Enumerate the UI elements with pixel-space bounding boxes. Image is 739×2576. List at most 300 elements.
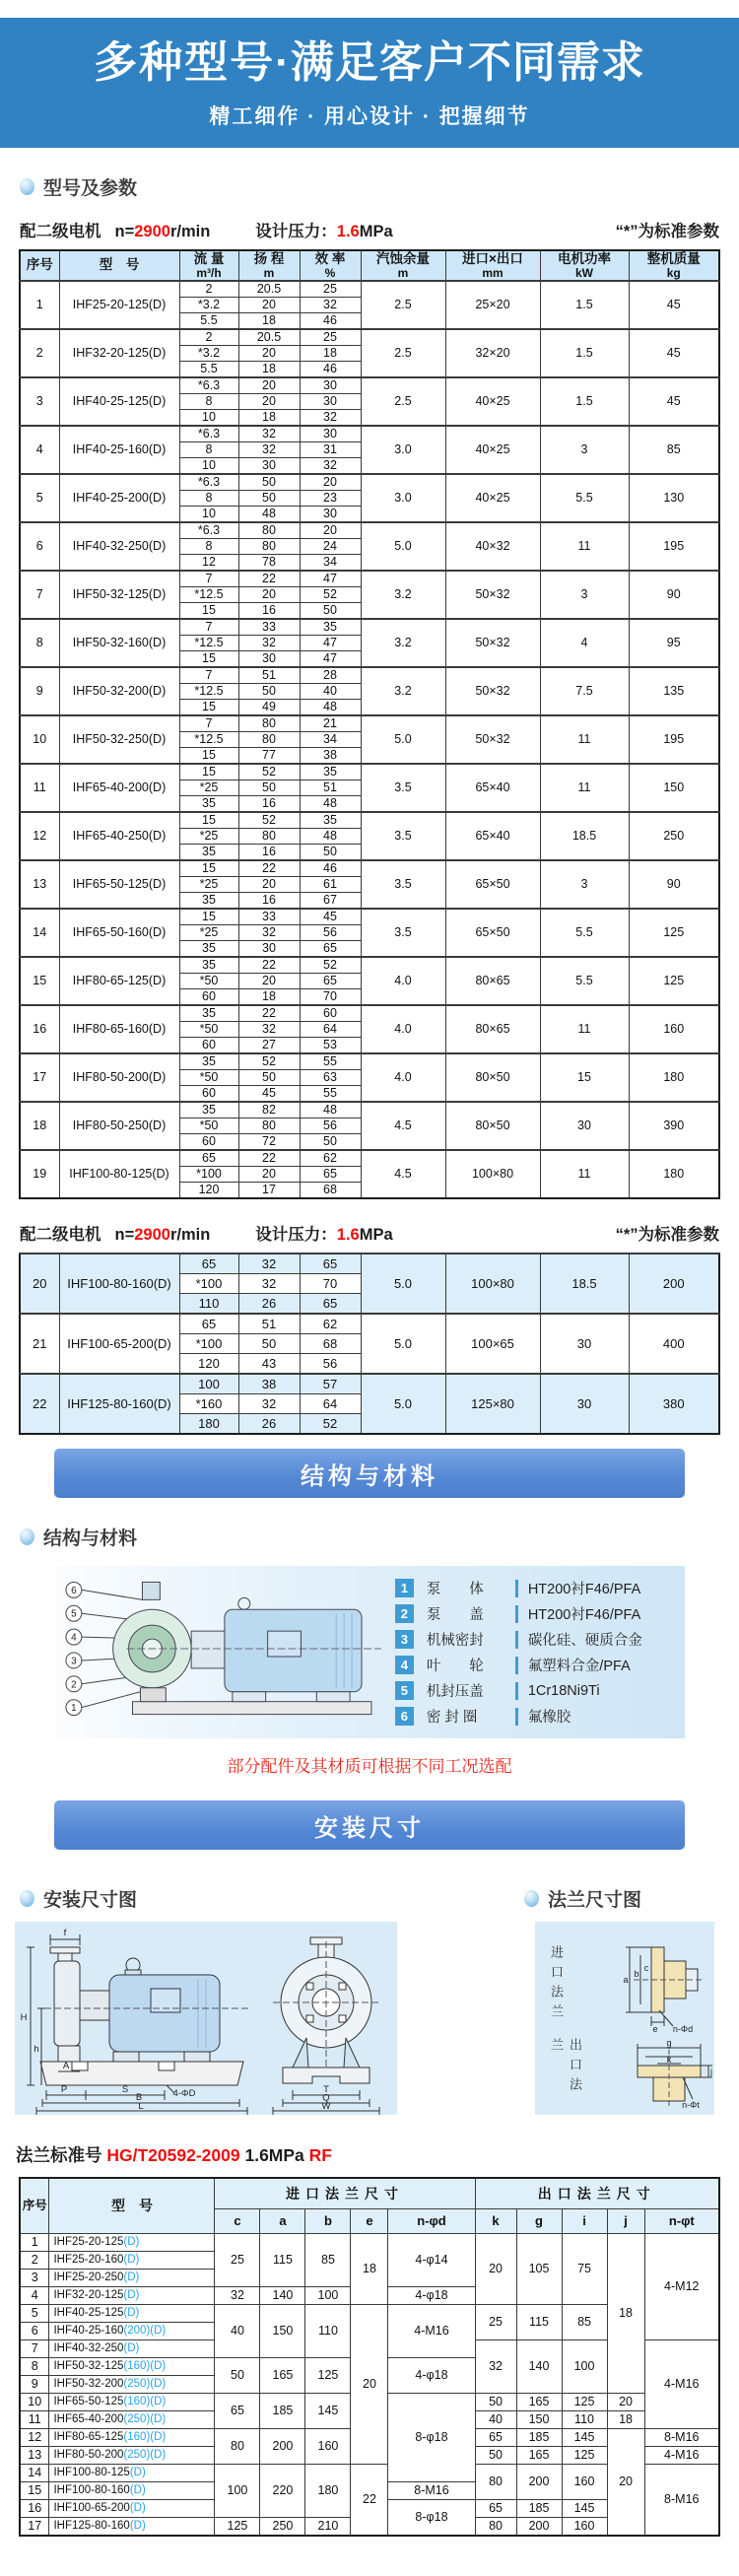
outlet-flange-label: 出口法兰 — [549, 2038, 582, 2097]
cell-j: 18 — [607, 2411, 644, 2429]
cell-flow: 2 — [179, 281, 238, 298]
cell-head: 80 — [238, 539, 300, 555]
section-params-title: 型号及参数 — [43, 178, 138, 199]
cell-flow: 7 — [179, 571, 238, 587]
cell-weight: 180 — [629, 1150, 719, 1198]
cell-nd: 8-φ18 — [388, 2500, 475, 2537]
cell-weight: 195 — [629, 522, 719, 571]
cell-efficiency: 52 — [300, 957, 361, 974]
cell-ports: 65×40 — [445, 812, 540, 860]
svg-text:6: 6 — [71, 1585, 77, 1596]
cell-head: 26 — [238, 1414, 300, 1435]
cell-flow: *12.5 — [179, 732, 238, 748]
cell-flow: *100 — [179, 1274, 238, 1294]
cell-k: 65 — [475, 2500, 516, 2518]
model-variant-text: (D) — [123, 2289, 140, 2302]
cell-g: 150 — [516, 2411, 562, 2429]
cell-efficiency: 24 — [300, 539, 361, 555]
cell-flow: 65 — [179, 1314, 238, 1334]
cell-efficiency: 38 — [300, 748, 361, 765]
cell-k: 40 — [475, 2411, 516, 2429]
model-variant-text: (160)(D) — [123, 2431, 167, 2444]
cell-head: 18 — [238, 989, 300, 1006]
cell-c: 25 — [215, 2234, 260, 2287]
cell-index: 9 — [20, 667, 59, 715]
cell-index: 12 — [20, 812, 59, 860]
cell-efficiency: 50 — [300, 603, 361, 620]
cell-efficiency: 56 — [300, 1119, 361, 1134]
cell-power: 18.5 — [540, 1254, 629, 1314]
pressure-unit: MPa — [359, 223, 393, 240]
cell-index: 20 — [20, 1254, 59, 1314]
svg-text:B: B — [135, 2092, 143, 2103]
cell-index: 22 — [20, 1374, 59, 1434]
cell-flow: *100 — [179, 1334, 238, 1354]
model-text: IHF25-20-125 — [53, 2236, 124, 2249]
model-variant-text: (D) — [129, 2520, 146, 2533]
cell-index: 16 — [20, 2500, 49, 2518]
speed-value: 2900 — [134, 1226, 170, 1244]
cell-head: 32 — [238, 636, 300, 651]
cell-efficiency: 50 — [300, 1134, 361, 1151]
cell-g: 105 — [516, 2234, 562, 2305]
model-variant-text: (250)(D) — [123, 2449, 167, 2462]
cell-power: 7.5 — [540, 667, 629, 715]
material-value: 氟塑料合金/PFA — [527, 1659, 631, 1674]
cell-model — [49, 2358, 215, 2376]
flange-pressure: 1.6MPa — [244, 2145, 304, 2165]
cell-head: 20 — [238, 346, 300, 362]
cell-model: IHF80-65-160(D) — [59, 1005, 179, 1053]
cell-flow: *6.3 — [179, 522, 238, 539]
cell-head: 22 — [238, 957, 300, 974]
col-head: 扬 程 m — [238, 250, 300, 281]
col-i: i — [562, 2209, 607, 2234]
pressure-value: 1.6 — [336, 223, 360, 240]
model-text: IHF100-80-125 — [53, 2467, 130, 2479]
col-b: b — [305, 2209, 351, 2234]
cell-head: 20.5 — [238, 329, 300, 346]
section-install-heading — [20, 1885, 137, 1912]
material-part-name: 泵 体 — [426, 1582, 484, 1597]
cell-flow: 10 — [179, 507, 238, 523]
cell-ports: 65×40 — [445, 764, 540, 812]
cell-flow: 7 — [179, 715, 238, 732]
pressure-value: 1.6 — [336, 1226, 360, 1244]
install-dimension-panel — [15, 1922, 397, 2115]
cell-weight: 200 — [629, 1254, 719, 1314]
cell-k: 80 — [475, 2465, 516, 2500]
model-text: IHF125-80-160 — [53, 2520, 130, 2533]
model-text: IHF65-50-125 — [53, 2396, 124, 2408]
pressure-label: 设计压力： — [255, 223, 337, 240]
cell-flow: 8 — [179, 394, 238, 410]
cell-g: 115 — [516, 2305, 562, 2340]
cell-model — [49, 2411, 215, 2429]
speed-unit: r/min — [169, 1226, 211, 1244]
cell-head: 52 — [238, 764, 300, 780]
cell-index: 5 — [20, 2305, 49, 2323]
cell-efficiency: 70 — [300, 1274, 361, 1294]
cell-flow: 110 — [179, 1294, 238, 1315]
spec-row — [20, 522, 719, 539]
model-text: IHF50-32-200 — [53, 2378, 124, 2391]
cell-b: 110 — [305, 2305, 351, 2358]
standard-note: “*”为标准参数 — [615, 223, 719, 240]
cell-head: 16 — [238, 893, 300, 910]
cell-flow: 15 — [179, 700, 238, 716]
cell-weight: 95 — [629, 619, 719, 667]
model-variant-text: (D) — [123, 2271, 140, 2284]
cell-flow: 65 — [179, 1254, 238, 1274]
cell-c: 50 — [215, 2358, 260, 2394]
col-ports: 进口×出口 mm — [445, 250, 540, 281]
material-index-badge: 3 — [395, 1630, 414, 1649]
cell-flow: 35 — [179, 1005, 238, 1022]
model-text: IHF80-65-125 — [53, 2431, 124, 2444]
cell-head: 80 — [238, 732, 300, 748]
cell-flow: 35 — [179, 845, 238, 861]
cell-efficiency: 23 — [300, 491, 361, 507]
install-banner: 安装尺寸 — [54, 1800, 685, 1850]
svg-text:S: S — [121, 2084, 129, 2095]
cell-head: 27 — [238, 1038, 300, 1054]
cell-weight: 135 — [629, 667, 719, 715]
cell-index: 15 — [20, 957, 59, 1005]
spec-row — [20, 1053, 719, 1070]
spec-row — [20, 667, 719, 684]
cell-efficiency: 64 — [300, 1022, 361, 1038]
cell-ports: 80×50 — [445, 1102, 540, 1150]
divider-bar — [515, 1605, 518, 1623]
cell-efficiency: 56 — [300, 1354, 361, 1375]
speed-pre: n= — [114, 1226, 135, 1244]
svg-text:c: c — [643, 1963, 649, 1973]
model-text: IHF25-20-250 — [53, 2271, 124, 2284]
standard-note: “*”为标准参数 — [615, 1226, 719, 1244]
motor-prefix: 配二级电机 — [20, 223, 101, 240]
cell-index: 19 — [20, 1150, 59, 1198]
cell-weight: 130 — [629, 474, 719, 522]
cell-power: 5.5 — [540, 957, 629, 1005]
cell-npsh: 4.5 — [361, 1150, 445, 1198]
cell-flow: 65 — [179, 1150, 238, 1167]
svg-text:1: 1 — [71, 1702, 77, 1714]
cell-nd: 8-M16 — [388, 2482, 475, 2500]
model-variant-text: (160)(D) — [123, 2396, 167, 2408]
cell-flow: *6.3 — [179, 426, 238, 442]
cell-npsh: 3.5 — [361, 764, 445, 812]
cell-model — [49, 2518, 215, 2537]
cell-head: 48 — [238, 507, 300, 523]
svg-text:Q: Q — [322, 2092, 330, 2104]
model-variant-text: (D) — [129, 2484, 146, 2497]
cell-ports: 50×32 — [445, 667, 540, 715]
col-no: 序号 — [20, 250, 59, 281]
cell-index: 8 — [20, 619, 59, 667]
cell-head: 20 — [238, 587, 300, 603]
spec-row — [20, 1102, 719, 1119]
bullet-ball-icon — [524, 1890, 539, 1907]
cell-head: 38 — [238, 1374, 300, 1394]
material-item — [395, 1577, 675, 1599]
cell-head: 80 — [238, 829, 300, 845]
cell-head: 30 — [238, 941, 300, 958]
hero-title-rest: ·满足客户不同需求 — [275, 38, 645, 87]
svg-text:h: h — [34, 2044, 39, 2055]
speed-value: 2900 — [134, 223, 170, 240]
spec-row — [20, 1254, 719, 1274]
cell-flow: 5.5 — [179, 362, 238, 378]
cell-ports: 100×65 — [445, 1314, 540, 1374]
spec-table-2 — [19, 1253, 720, 1435]
cell-head: 32 — [238, 1254, 300, 1274]
section-install-title: 安装尺寸图 — [43, 1890, 138, 1911]
cell-head: 50 — [238, 684, 300, 700]
col-model: 型 号 — [49, 2178, 215, 2234]
material-value: 氟橡胶 — [527, 1710, 571, 1726]
cell-ports: 50×32 — [445, 571, 540, 619]
material-index-badge: 6 — [395, 1707, 414, 1726]
cell-model: IHF80-50-200(D) — [59, 1053, 179, 1102]
cell-efficiency: 30 — [300, 507, 361, 523]
spec-row — [20, 329, 719, 346]
cell-efficiency: 53 — [300, 1038, 361, 1054]
flange-group-header — [20, 2178, 719, 2209]
hero-title-bold: 多种型号 — [94, 38, 276, 87]
cell-ports: 25×20 — [445, 281, 540, 329]
material-item — [395, 1602, 675, 1625]
cell-flow: 60 — [179, 1086, 238, 1103]
section-flange-diagram-title: 法兰尺寸图 — [548, 1890, 642, 1911]
cell-ports: 40×32 — [445, 522, 540, 571]
cell-model: IHF125-80-160(D) — [59, 1374, 179, 1434]
svg-text:a: a — [623, 1975, 629, 1985]
cell-a: 140 — [260, 2287, 305, 2305]
cell-flow: 60 — [179, 1134, 238, 1151]
cell-efficiency: 65 — [300, 1294, 361, 1315]
cell-head: 43 — [238, 1354, 300, 1375]
col-no: 序号 — [20, 2178, 49, 2234]
cell-model: IHF50-32-125(D) — [59, 571, 179, 619]
outlet-group-header: 出口法兰尺寸 — [475, 2178, 719, 2209]
cell-head: 18 — [238, 313, 300, 330]
cell-g: 185 — [516, 2500, 562, 2518]
cell-flow: 15 — [179, 860, 238, 877]
model-variant-text: (D) — [123, 2254, 140, 2267]
pressure-unit: MPa — [359, 1226, 393, 1244]
cell-weight: 85 — [629, 426, 719, 474]
motor-note-1 — [20, 218, 719, 241]
cell-a: 165 — [260, 2358, 305, 2394]
material-item — [395, 1679, 675, 1702]
cell-index: 12 — [20, 2429, 49, 2447]
cell-weight: 380 — [629, 1374, 719, 1434]
cell-b: 180 — [305, 2465, 351, 2518]
cell-efficiency: 68 — [300, 1183, 361, 1199]
spec-row — [20, 1374, 719, 1394]
cell-efficiency: 34 — [300, 555, 361, 572]
cell-efficiency: 51 — [300, 780, 361, 796]
cell-efficiency: 48 — [300, 829, 361, 845]
cell-k: 20 — [475, 2234, 516, 2305]
model-text: IHF40-25-160 — [53, 2325, 124, 2338]
cell-efficiency: 47 — [300, 571, 361, 587]
cell-index: 15 — [20, 2482, 49, 2500]
cell-flow: 8 — [179, 539, 238, 555]
cell-head: 50 — [238, 1070, 300, 1086]
cell-flow: *160 — [179, 1394, 238, 1414]
cell-g: 200 — [516, 2518, 562, 2537]
cell-head: 78 — [238, 555, 300, 572]
cell-weight: 125 — [629, 909, 719, 957]
svg-text:b: b — [634, 1969, 639, 1979]
cell-k: 80 — [475, 2518, 516, 2537]
cell-c: 65 — [215, 2394, 260, 2429]
cell-flow: 12 — [179, 555, 238, 572]
material-value: 1Cr18Ni9Ti — [527, 1682, 600, 1699]
cell-weight: 160 — [629, 1005, 719, 1053]
cell-b: 125 — [305, 2358, 351, 2394]
spec-row — [20, 474, 719, 491]
cell-flow: 35 — [179, 1053, 238, 1070]
cell-head: 32 — [238, 1274, 300, 1294]
hero-title — [0, 18, 739, 89]
cell-flow: 10 — [179, 410, 238, 427]
inlet-flange-label: 进口法兰 — [549, 1945, 564, 2024]
cell-i: 145 — [562, 2500, 607, 2518]
cell-e: 22 — [351, 2465, 388, 2537]
model-variant-text: (250)(D) — [123, 2413, 167, 2426]
cell-efficiency: 35 — [300, 619, 361, 636]
cell-index: 14 — [20, 2465, 49, 2482]
cell-e: 20 — [351, 2305, 388, 2465]
cell-index: 16 — [20, 1005, 59, 1053]
cell-model — [49, 2394, 215, 2411]
spec-row — [20, 764, 719, 780]
cell-k: 32 — [475, 2340, 516, 2394]
cell-efficiency: 31 — [300, 442, 361, 458]
cell-power: 15 — [540, 1053, 629, 1102]
spec-row — [20, 812, 719, 829]
cell-c: 32 — [215, 2287, 260, 2305]
cell-model: IHF80-50-250(D) — [59, 1102, 179, 1150]
cell-index: 11 — [20, 764, 59, 812]
cell-flow: *6.3 — [179, 377, 238, 394]
cell-weight: 45 — [629, 281, 719, 329]
cell-npsh: 2.5 — [361, 281, 445, 329]
cell-head: 18 — [238, 362, 300, 378]
flange-standard: HG/T20592-2009 — [106, 2145, 240, 2165]
cell-index: 1 — [20, 2234, 49, 2252]
material-value: 碳化硅、硬质合金 — [527, 1633, 642, 1649]
cell-efficiency: 30 — [300, 426, 361, 442]
cell-c: 40 — [215, 2305, 260, 2358]
cell-index: 13 — [20, 860, 59, 909]
model-variant-text: (250)(D) — [123, 2378, 167, 2391]
cell-efficiency: 55 — [300, 1086, 361, 1103]
hero-banner — [0, 18, 739, 148]
cell-flow: 7 — [179, 667, 238, 684]
cell-head: 33 — [238, 909, 300, 925]
cell-npsh: 5.0 — [361, 1374, 445, 1434]
cell-head: 32 — [238, 442, 300, 458]
cell-index: 6 — [20, 522, 59, 571]
svg-text:2: 2 — [71, 1678, 77, 1690]
cell-efficiency: 32 — [300, 410, 361, 427]
model-variant-text: (200)(D) — [123, 2325, 167, 2338]
cell-ports: 40×25 — [445, 474, 540, 522]
cell-efficiency: 57 — [300, 1374, 361, 1394]
cell-index: 11 — [20, 2411, 49, 2429]
model-text: IHF100-80-160 — [53, 2484, 130, 2497]
cell-b: 160 — [305, 2429, 351, 2465]
cell-k: 65 — [475, 2429, 516, 2447]
cell-ports: 50×32 — [445, 619, 540, 667]
material-item — [395, 1654, 675, 1676]
divider-bar — [515, 1682, 518, 1700]
cell-flow: 60 — [179, 989, 238, 1006]
cell-npsh: 4.5 — [361, 1102, 445, 1150]
material-index-badge: 2 — [395, 1604, 414, 1623]
spec-row — [20, 426, 719, 442]
cell-head: 30 — [238, 651, 300, 668]
cell-efficiency: 48 — [300, 1102, 361, 1119]
flange-row — [20, 2234, 719, 2252]
cell-efficiency: 46 — [300, 313, 361, 330]
cell-model: IHF50-32-200(D) — [59, 667, 179, 715]
cell-i: 110 — [562, 2411, 607, 2429]
cell-model: IHF40-25-200(D) — [59, 474, 179, 522]
cell-flow: *50 — [179, 1070, 238, 1086]
cell-index: 2 — [20, 329, 59, 377]
section-params-heading — [20, 173, 739, 200]
cell-power: 1.5 — [540, 281, 629, 329]
cell-model: IHF65-50-125(D) — [59, 860, 179, 909]
cell-flow: 180 — [179, 1414, 238, 1435]
cell-model — [49, 2429, 215, 2447]
cell-e: 18 — [351, 2234, 388, 2305]
cell-efficiency: 70 — [300, 989, 361, 1006]
cell-ports: 80×50 — [445, 1053, 540, 1102]
cell-flow: 15 — [179, 651, 238, 668]
flange-face: RF — [308, 2145, 332, 2165]
cell-efficiency: 60 — [300, 1005, 361, 1022]
cell-head: 20 — [238, 377, 300, 394]
cell-a: 200 — [260, 2429, 305, 2465]
cell-model: IHF100-65-200(D) — [59, 1314, 179, 1374]
cell-head: 32 — [238, 1394, 300, 1414]
spec-row — [20, 957, 719, 974]
spec-row — [20, 1314, 719, 1334]
cell-head: 50 — [238, 1334, 300, 1354]
cell-efficiency: 65 — [300, 941, 361, 958]
cell-g: 165 — [516, 2394, 562, 2411]
cell-efficiency: 35 — [300, 812, 361, 829]
cell-k: 25 — [475, 2305, 516, 2340]
cell-index: 13 — [20, 2447, 49, 2465]
bullet-ball-icon — [20, 178, 34, 195]
cell-flow: *100 — [179, 1167, 238, 1183]
cell-flow: 120 — [179, 1183, 238, 1199]
cell-power: 5.5 — [540, 474, 629, 522]
cell-ports: 50×32 — [445, 715, 540, 764]
cell-power: 11 — [540, 764, 629, 812]
cell-head: 80 — [238, 1119, 300, 1134]
cell-model: IHF25-20-125(D) — [59, 281, 179, 329]
cell-g: 165 — [516, 2447, 562, 2465]
col-j: j — [607, 2209, 644, 2234]
